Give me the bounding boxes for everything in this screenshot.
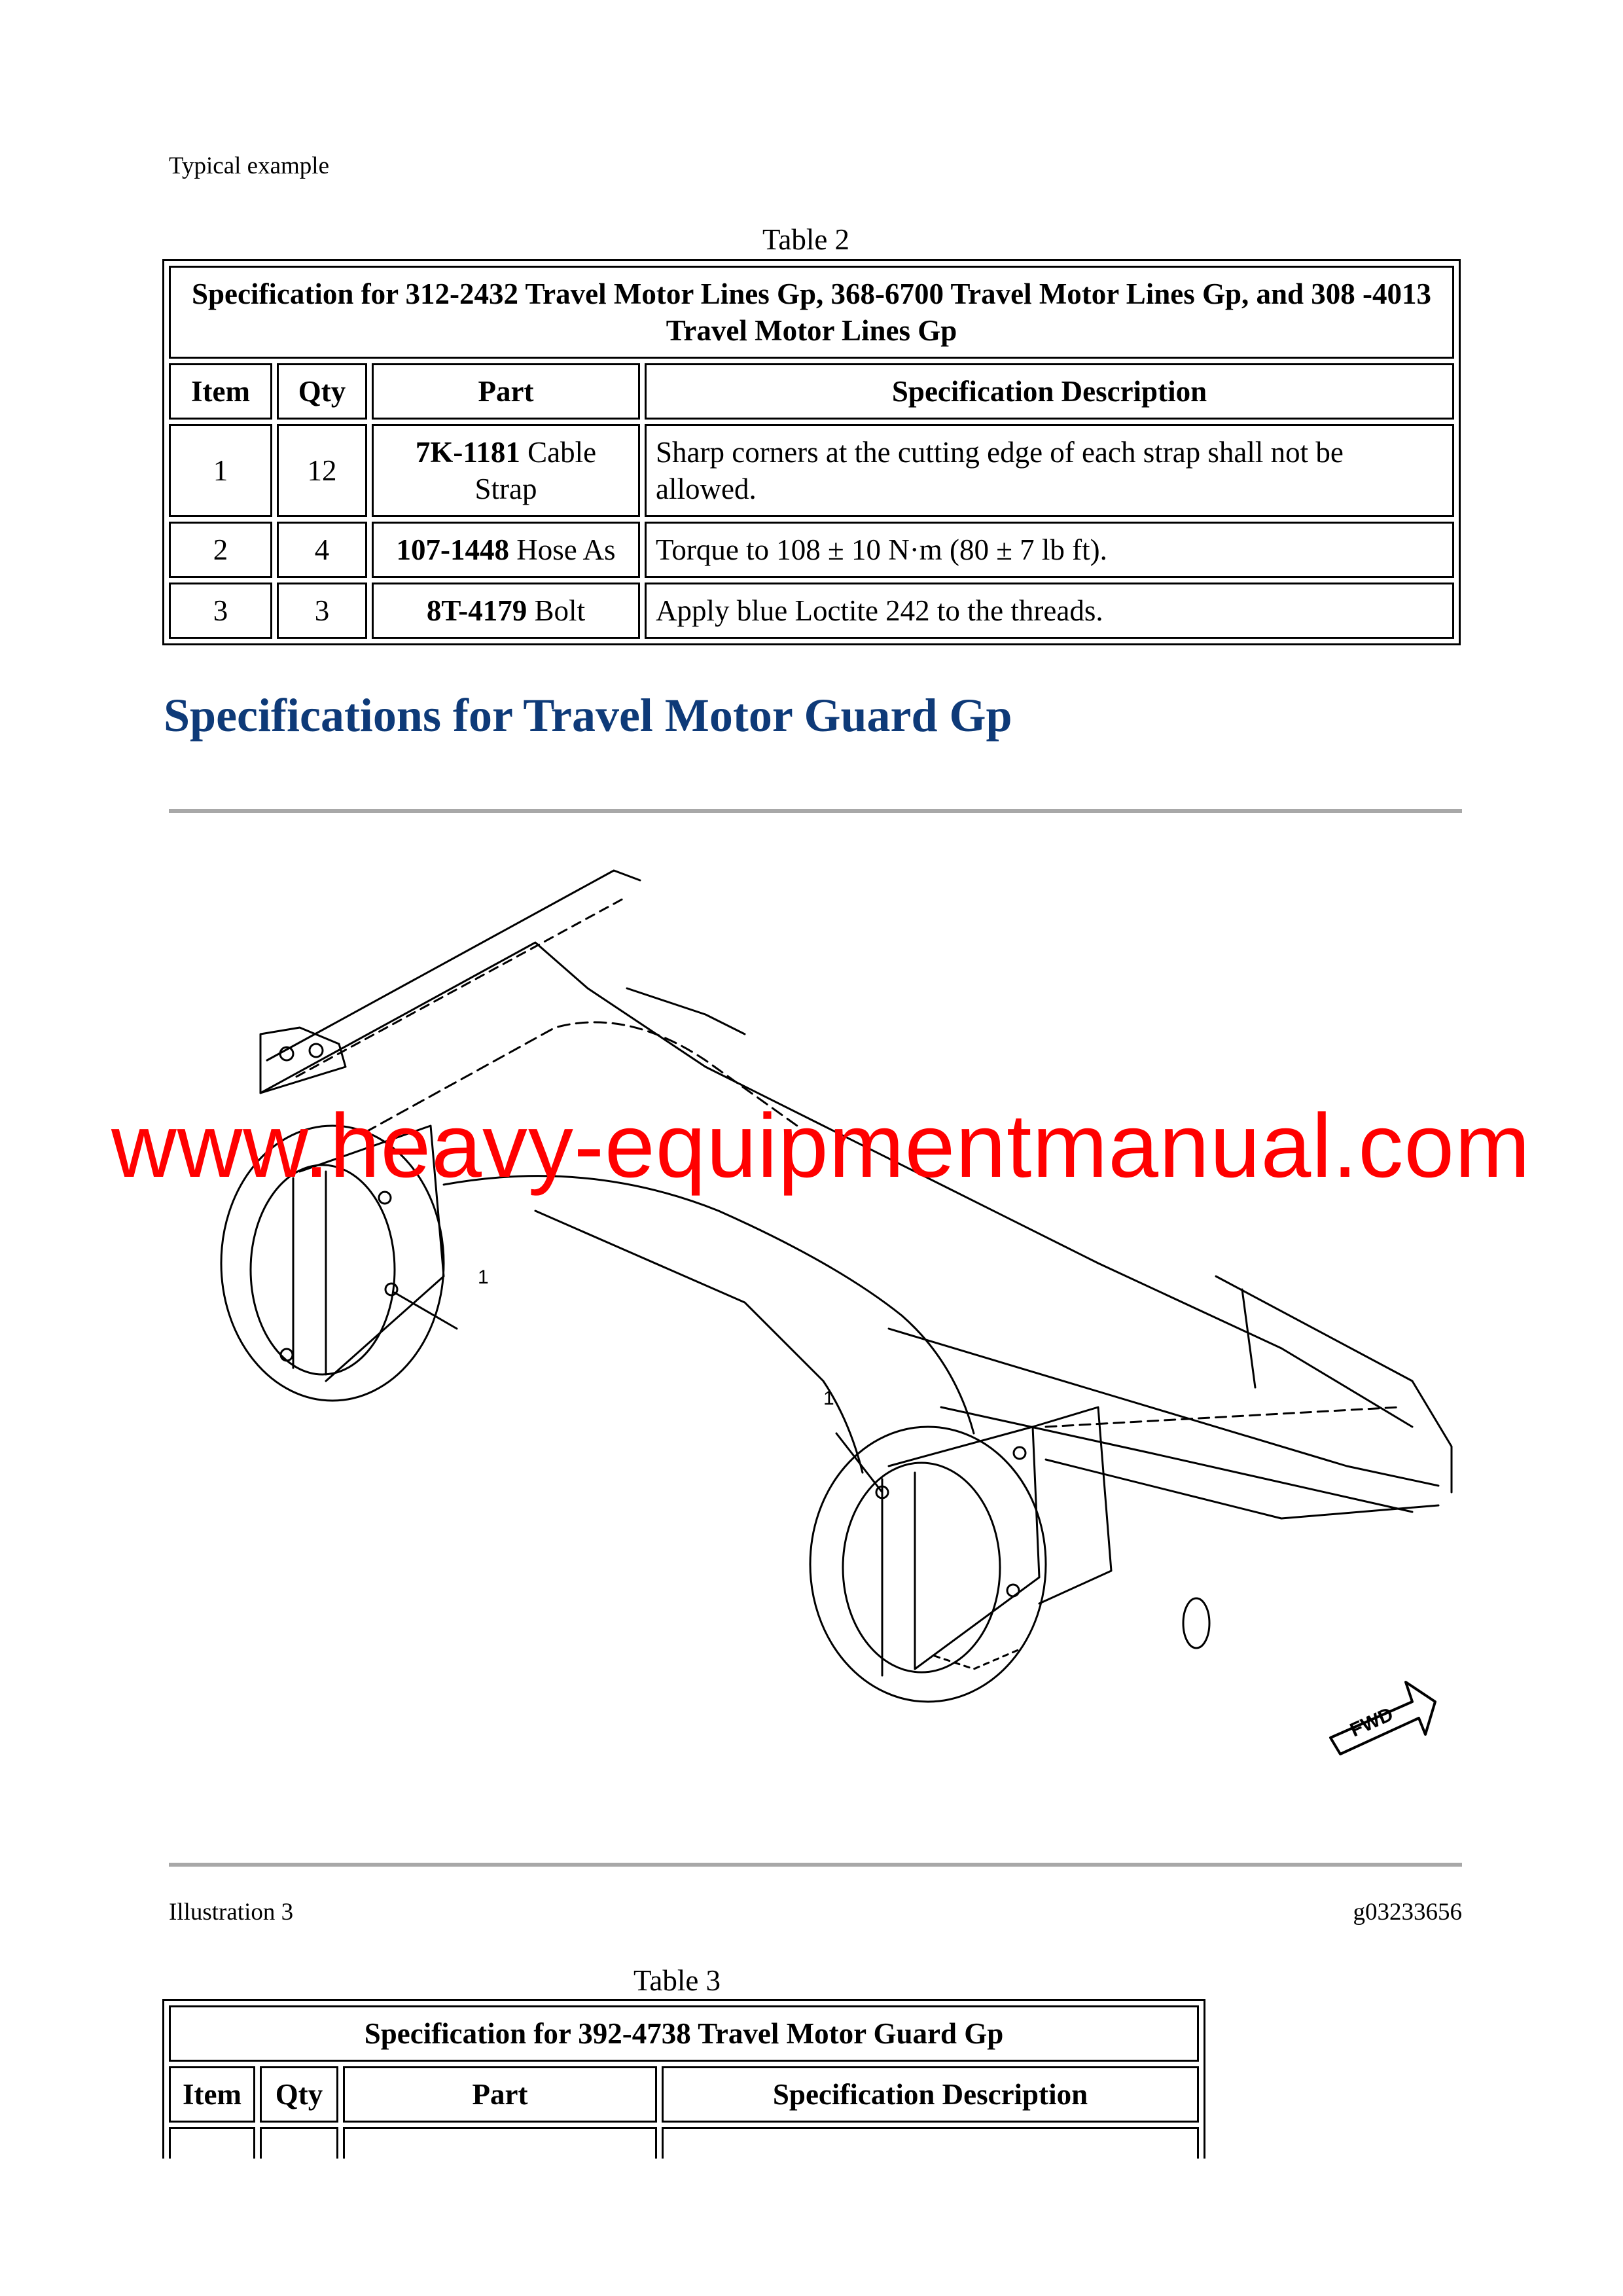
row-item: 2 [169, 522, 272, 578]
part-name: Cable Strap [474, 436, 597, 505]
part-number: 107-1448 [396, 533, 509, 566]
row-description: Apply blue Loctite 242 to the threads. [645, 583, 1454, 639]
table2-title-row [169, 266, 1454, 359]
header-qty: Qty [277, 363, 367, 420]
table2 [162, 259, 1461, 645]
part-name: Bolt [527, 594, 586, 627]
table-row [169, 522, 1454, 578]
header-qty: Qty [260, 2066, 338, 2123]
part-number: 8T-4179 [426, 594, 527, 627]
table3-header-row [169, 2066, 1199, 2123]
row-qty: 3 [277, 583, 367, 639]
table-row [169, 424, 1454, 517]
divider-bottom [169, 1863, 1462, 1867]
typical-example-caption: Typical example [169, 152, 329, 179]
part-number: 7K-1181 [415, 436, 520, 469]
right-guard-plate [843, 1463, 1000, 1672]
header-spec-description: Specification Description [662, 2066, 1199, 2123]
frame-inner-curve [535, 1211, 863, 1473]
table3-label: Table 3 [633, 1964, 721, 1997]
header-item: Item [169, 363, 272, 420]
table3-title-row [169, 2005, 1199, 2062]
divider-top [169, 809, 1462, 813]
illustration-caption: Illustration 3 [169, 1899, 294, 1926]
frame-top-edge [267, 870, 640, 1060]
beam-lower-edge [889, 1329, 1438, 1486]
row-part [372, 583, 640, 639]
row-part [372, 522, 640, 578]
beam-end [1216, 1276, 1452, 1492]
header-spec-description: Specification Description [645, 363, 1454, 420]
row-part-empty [343, 2127, 657, 2159]
illustration-id: g03233656 [1353, 1899, 1462, 1926]
row-qty: 12 [277, 424, 367, 517]
table2-label: Table 2 [762, 223, 850, 256]
row-part [372, 424, 640, 517]
right-bolt [1007, 1585, 1019, 1596]
table2-header-row [169, 363, 1454, 420]
table3 [162, 1999, 1205, 2159]
right-bolt [1014, 1447, 1026, 1459]
header-item: Item [169, 2066, 255, 2123]
beam-bottom-edge [941, 1407, 1412, 1512]
section-heading: Specifications for Travel Motor Guard Gp [164, 689, 1012, 742]
table3-title: Specification for 392-4738 Travel Motor Guard Gp [169, 2005, 1199, 2062]
row-description-empty [662, 2127, 1199, 2159]
row-qty-empty [260, 2127, 338, 2159]
beam-rib [1242, 1289, 1255, 1388]
frame-lower-curve [444, 1176, 974, 1433]
row-item-empty [169, 2127, 255, 2159]
part-name: Hose As [508, 533, 616, 566]
table-row [169, 583, 1454, 639]
header-part: Part [343, 2066, 657, 2123]
table2-title: Specification for 312-2432 Travel Motor Lines Gp, 368-6700 Travel Motor Lines Gp, and 308 -4013 Travel Motor Lines Gp [169, 266, 1454, 359]
watermark: www.heavy-equipmentmanual.com [111, 1096, 1531, 1196]
frame-hole [1183, 1598, 1209, 1648]
frame-inner-edge [296, 897, 627, 1077]
callout-1-left: 1 [478, 1266, 489, 1288]
row-item: 3 [169, 583, 272, 639]
row-item: 1 [169, 424, 272, 517]
left-bolt [281, 1349, 293, 1361]
row-description: Sharp corners at the cutting edge of each strap shall not be allowed. [645, 424, 1454, 517]
left-guard-ribs [293, 1172, 326, 1374]
right-guard-ribs [882, 1473, 915, 1676]
callout-1-right: 1 [823, 1388, 834, 1409]
fwd-label: FWD [1347, 1703, 1397, 1742]
row-qty: 4 [277, 522, 367, 578]
bracket-hole [310, 1044, 323, 1057]
table3-clip [162, 1999, 1205, 2159]
table-row [169, 2127, 1199, 2159]
header-part: Part [372, 363, 640, 420]
travel-motor-guard-illustration [169, 818, 1462, 1859]
row-description: Torque to 108 ± 10 N·m (80 ± 7 lb ft). [645, 522, 1454, 578]
bracket-left [260, 1028, 346, 1093]
